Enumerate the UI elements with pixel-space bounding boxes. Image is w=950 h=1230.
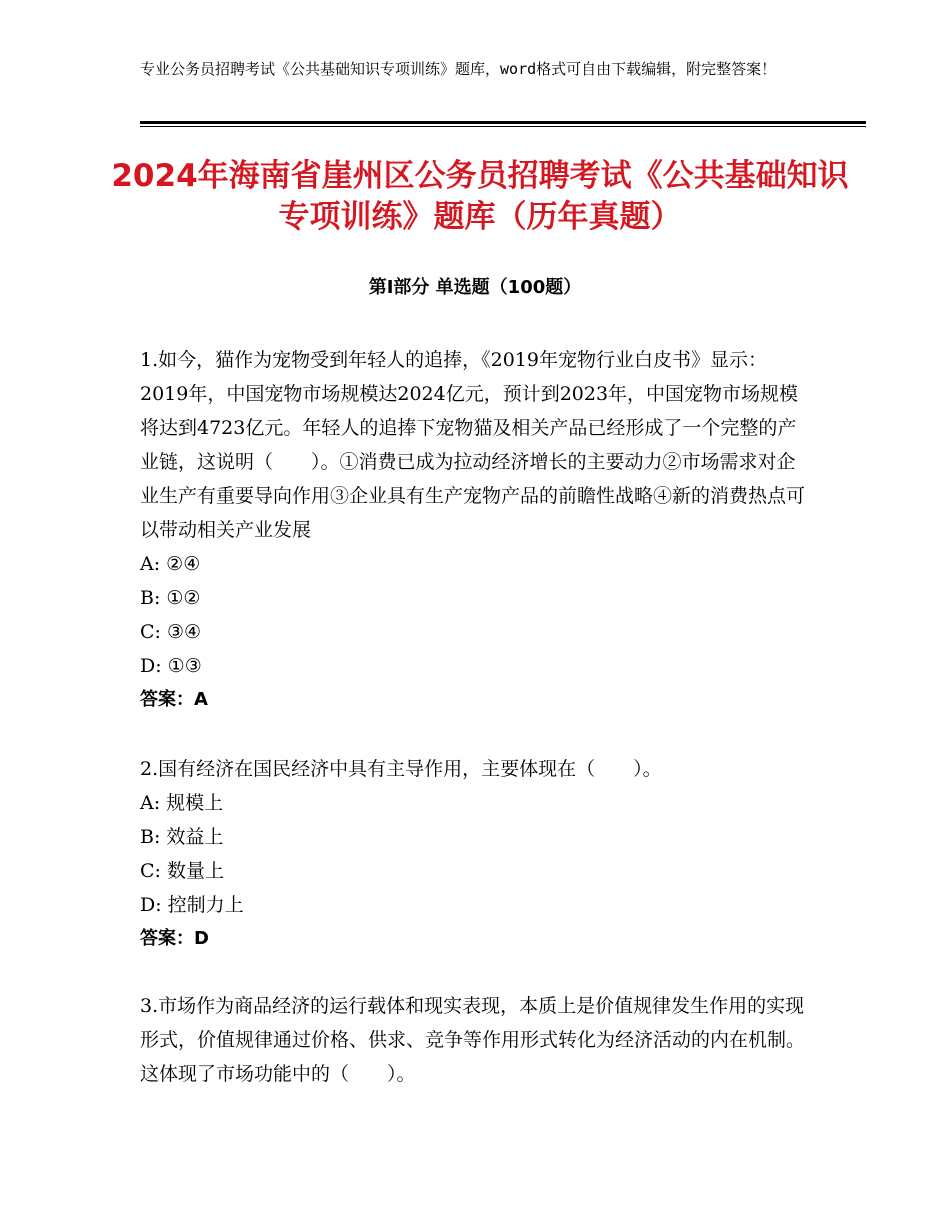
question-stem: 2.国有经济在国民经济中具有主导作用，主要体现在（ ）。 bbox=[140, 758, 662, 780]
document-title: 2024年海南省崖州区公务员招聘考试《公共基础知识专项训练》题库（历年真题） bbox=[111, 158, 849, 235]
question-2 bbox=[140, 752, 805, 956]
option-c: C: 数量上 bbox=[140, 860, 224, 882]
question-stem: 1.如今，猫作为宠物受到年轻人的追捧，《2019年宠物行业白皮书》显示：2019年，中国宠物市场规模达2024亿元，预计到2023年，中国宠物市场规模将达到4723亿元。年轻人的追捧下宠物猫及相关产品已经形成了一个完整的产业链，这说明（ ）。①消费已成为拉动经济增长的主要动力②市场需求对企业生产有重要导向作用③企业具有生产宠物产品的前瞻性战略④新的消费热点可以带动相关产业发展 bbox=[140, 349, 806, 541]
header-divider-thin bbox=[140, 126, 866, 127]
answer: 答案：D bbox=[140, 928, 209, 949]
option-a: A: ②④ bbox=[140, 553, 201, 575]
section-title: 第Ⅰ部分 单选题（100题） bbox=[368, 277, 582, 298]
question-1 bbox=[140, 343, 805, 717]
answer: 答案：A bbox=[140, 689, 208, 710]
question-stem: 3.市场作为商品经济的运行载体和现实表现，本质上是价值规律发生作用的实现形式，价值规律通过价格、供求、竞争等作用形式转化为经济活动的内在机制。这体现了市场功能中的（ ）。 bbox=[140, 995, 806, 1085]
header-note: 专业公务员招聘考试《公共基础知识专项训练》题库，word格式可自由下载编辑，附完整答案！ bbox=[140, 60, 777, 78]
option-b: B: 效益上 bbox=[140, 826, 224, 848]
option-a: A: 规模上 bbox=[140, 792, 224, 814]
option-d: D: ①③ bbox=[140, 655, 202, 677]
option-b: B: ①② bbox=[140, 587, 201, 609]
question-3 bbox=[140, 989, 805, 1091]
option-c: C: ③④ bbox=[140, 621, 202, 643]
header-divider bbox=[140, 121, 866, 124]
option-d: D: 控制力上 bbox=[140, 894, 244, 916]
